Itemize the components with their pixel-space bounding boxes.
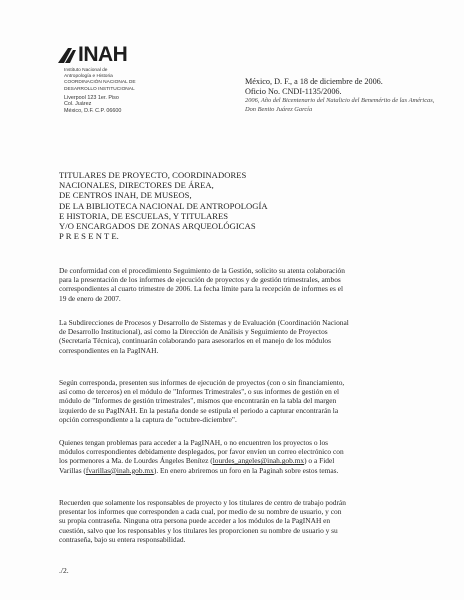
paragraph-line: módulo de "Informes de gestión trimestrales", mismos que encontrarán en la tabla del margen	[59, 396, 337, 406]
email-link-fidel[interactable]: fvarillas@inah.gob.mx	[85, 465, 154, 475]
addressee-line: Y/O ENCARGADOS DE ZONAS ARQUEOLÓGICAS	[59, 221, 256, 232]
address-line: Col. Juárez	[64, 101, 92, 108]
paragraph-line: módulos correspondientes debidamente desplegados, por favor envíen un correo electrónico con	[59, 447, 344, 457]
date-block	[245, 77, 434, 114]
paragraph-line: (Secretaría Técnica), continuarán colaborando para asesorarlos en el manejo de los módulos	[59, 336, 331, 346]
contact-text: Varillas (	[59, 465, 86, 475]
institution-line: Antropología e Historia	[64, 74, 113, 80]
paragraph-support	[59, 318, 409, 355]
paragraph-line: correspondientes en la PagINAH.	[59, 345, 159, 355]
paragraph-line: de Desarrollo Institucional), así como la Dirección de Análisis y Seguimiento de Proyectos	[59, 327, 328, 337]
paragraph-instructions	[59, 378, 409, 424]
addressee-line: TITULARES DE PROYECTO, COORDINADORES	[59, 170, 247, 180]
paragraph-line	[59, 466, 409, 475]
contact-text: los pormenores a Ma. de Lourdes Ángeles Benítez (	[59, 456, 213, 466]
motto-line: 2006, Año del Bicentenario del Natalicio del Benemérito de las Américas,	[245, 97, 435, 104]
addressee-line: E HISTORIA, DE ESCUELAS, Y TITULARES	[59, 210, 229, 221]
addressee-block	[59, 170, 268, 241]
paragraph-contacts	[59, 438, 409, 475]
paragraph-line: Quienes tengan problemas para acceder a la PagINAH, o no encuentren los proyectos o los	[59, 438, 329, 447]
institution-line: DESARROLLO INSTITUCIONAL	[64, 86, 135, 92]
institution-line: COORDINACIÓN NACIONAL DE	[64, 80, 136, 86]
paragraph-line: opción correspondiente a la captura de "octubre-diciembre".	[59, 414, 237, 424]
addressee-line: P R E S E N T E.	[59, 231, 119, 242]
paragraph-line: contraseña, bajo su entera responsabilidad.	[59, 534, 186, 544]
paragraph-line: 19 de enero de 2007.	[59, 293, 121, 303]
page-marker: ./2.	[59, 566, 69, 575]
paragraph-line: presentar los informes que corresponden a cada cual, por medio de su nombre de usuario, y con	[59, 507, 342, 517]
paragraph-line: izquierdo de su PagINAH. En la pestaña donde se estipula el periodo a capturar encontrarán la	[59, 405, 339, 415]
paragraph-line: De conformidad con el procedimiento Seguimiento de la Gestión, solicito su atenta colaboración	[59, 266, 345, 275]
addressee-line: DE CENTROS INAH, DE MUSEOS,	[59, 190, 192, 201]
paragraph-line: cuestión, salvo que los responsables y los titulares les proporcionen su nombre de usuario y su	[59, 525, 338, 535]
paragraph-line: Recuerden que solamente los responsables de proyecto y los titulares de centro de trabajo podrán	[59, 498, 346, 507]
addressee-line: DE LA BIBLIOTECA NACIONAL DE ANTROPOLOGÍA	[59, 200, 268, 211]
institution-address	[64, 95, 121, 114]
institution-name	[64, 68, 136, 93]
logo-wordmark: INAH	[78, 43, 128, 66]
paragraph-line	[59, 456, 409, 465]
paragraph-line: así como de terceros) en el módulo de "Informes Trimestrales", o sus informes de gestión en el	[59, 387, 340, 397]
institution-line: Instituto Nacional de	[64, 68, 108, 73]
contact-text: ) o a Fidel	[304, 456, 335, 466]
contact-text: ). En enero abriremos un foro en la Paginah sobre estos temas.	[153, 465, 339, 475]
paragraph-line: correspondientes al cuarto trimestre de 2006. La fecha límite para la recepción de informes es el	[59, 284, 344, 294]
motto-line: Don Benito Juárez García	[245, 105, 313, 113]
address-line: Liverpool 123 1er. Piso	[64, 95, 119, 101]
paragraph-line: su propia contraseña. Ninguna otra persona puede acceder a los módulos de la PagINAH en	[59, 516, 331, 526]
paragraph-line: La Subdirecciones de Procesos y Desarrollo de Sistemas y de Evaluación (Coordinación Nacional	[59, 318, 349, 327]
addressee-line: NACIONALES, DIRECTORES DE ÁREA,	[59, 180, 214, 191]
office-number: Oficio No. CNDI-1135/2006.	[245, 87, 342, 96]
paragraph-line: Según corresponda, presenten sus informes de ejecución de proyectos (con o sin financiamiento,	[59, 378, 345, 387]
paragraph-request	[59, 266, 409, 303]
address-line: México, D.F. C.P. 06600	[64, 107, 122, 114]
paragraph-line: para la presentación de los informes de ejecución de proyectos y de gestión trimestrales, ambos	[59, 275, 341, 285]
paragraph-reminder	[59, 498, 409, 544]
email-link-lourdes[interactable]: lourdes_angeles@inah.gob.mx	[212, 456, 305, 466]
place-date: México, D. F., a 18 de diciembre de 2006.	[245, 77, 383, 86]
